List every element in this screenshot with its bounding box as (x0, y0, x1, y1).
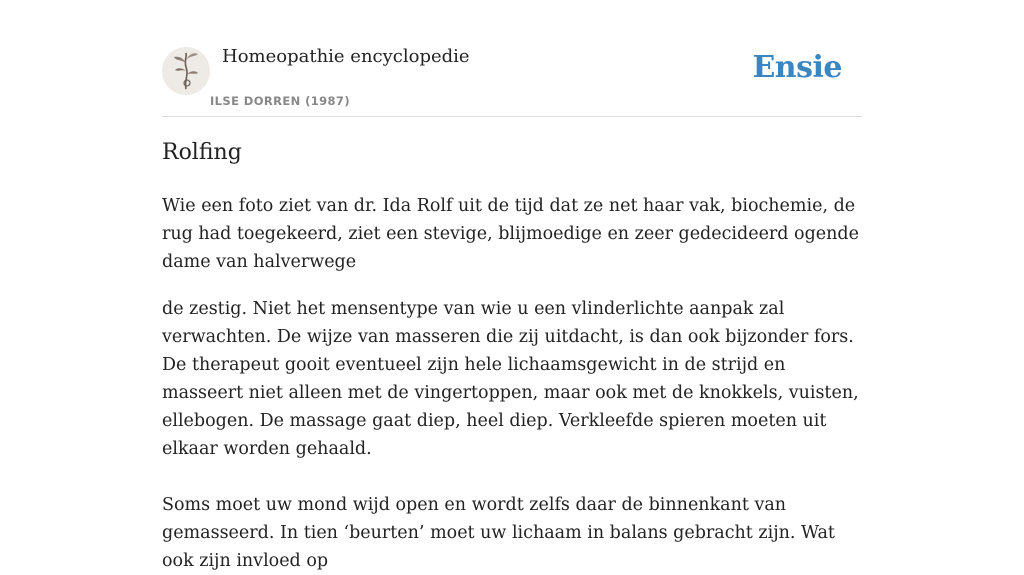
plant-illustration-icon[interactable] (162, 47, 210, 95)
page (162, 0, 862, 571)
article-body (162, 192, 862, 575)
brand-logo[interactable]: Ensie (752, 50, 842, 85)
entry-title: Rolfing (162, 140, 242, 165)
paragraph: Soms moet uw mond wijd open en wordt zelfs daar de binnenkant van gemasseerd. In tien ‘beurten’ moet uw lichaam in balans gebracht zijn. Wat ook zijn invloed op (162, 495, 835, 571)
book-title[interactable]: Homeopathie encyclopedie (222, 46, 470, 67)
paragraph: Wie een foto ziet van dr. Ida Rolf uit de tijd dat ze net haar vak, biochemie, de rug had toegekeerd, ziet een stevige, blijmoedige en zeer gedecideerd ogende dame van halverwege (162, 196, 859, 272)
paragraph: de zestig. Niet het mensentype van wie u een vlinderlichte aanpak zal verwachten. De wijze van masseren die zij uitdacht, is dan ook bijzonder fors. De therapeut gooit eventueel zijn hele lichaamsgewicht in de strijd en masseert niet alleen met de vingertoppen, maar ook met de knokkels, vuisten, ellebogen. De massage gaat diep, heel diep. Verkleefde spieren moeten uit elkaar worden gehaald. (162, 299, 859, 459)
header (162, 0, 862, 117)
author-label[interactable]: ILSE DORREN (1987) (210, 94, 350, 108)
